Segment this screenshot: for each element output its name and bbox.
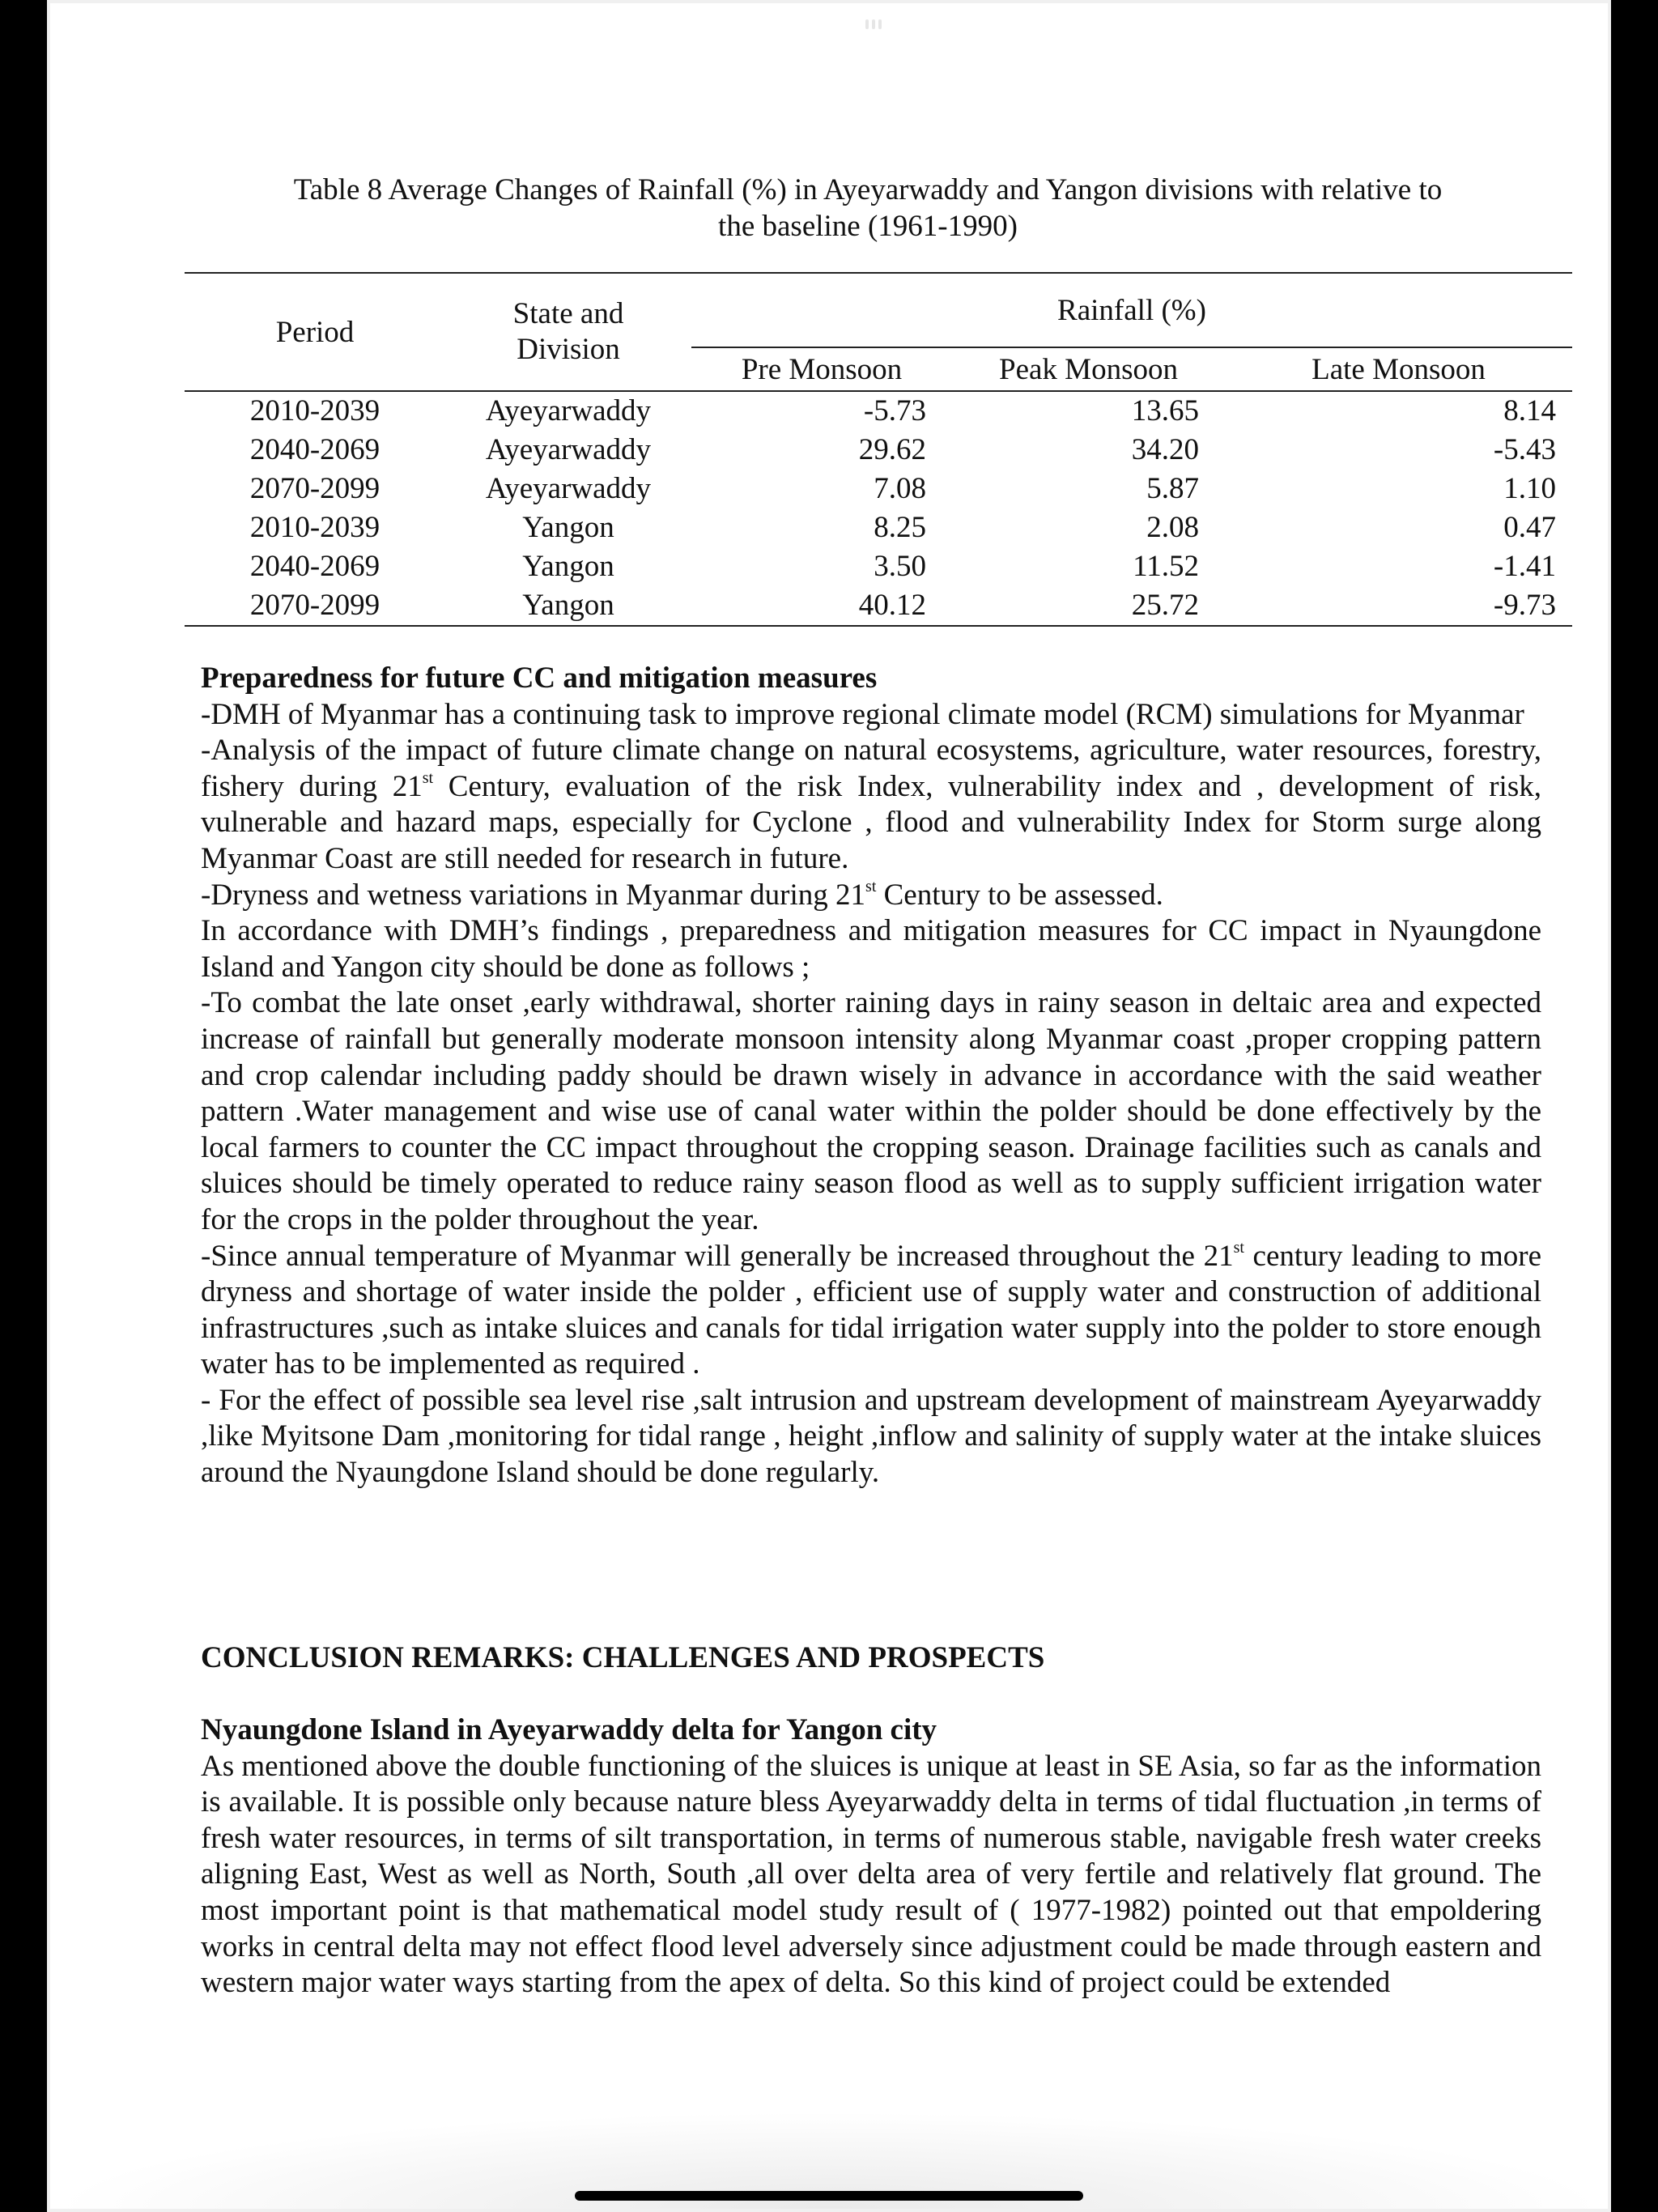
cell-period: 2040-2069 — [249, 433, 380, 466]
text-run: -Dryness and wetness variations in Myanmar during 21 — [201, 878, 866, 912]
rainfall-table — [185, 272, 1572, 627]
table-row — [185, 431, 1572, 470]
cell-period: 2070-2099 — [249, 472, 380, 505]
cell-late-monsoon: 8.14 — [1503, 394, 1556, 428]
cell-pre-monsoon: 40.12 — [858, 589, 926, 622]
cell-peak-monsoon: 11.52 — [1133, 550, 1199, 583]
cell-late-monsoon: 0.47 — [1503, 511, 1556, 544]
cell-peak-monsoon: 13.65 — [1131, 394, 1199, 428]
text-run: -Analysis of the impact of future climate change on natural ecosystems, agriculture, water resources, forestry, fishery during 21 — [201, 734, 1541, 803]
table-row — [185, 470, 1572, 508]
home-indicator[interactable] — [575, 2191, 1083, 2201]
conclusion-section — [201, 1712, 1541, 2001]
paragraph — [201, 878, 1541, 914]
document-viewer — [47, 0, 1611, 2212]
header-state-division — [445, 273, 691, 391]
paragraph: -To combat the late onset ,early withdrawal, shorter raining days in rainy season in deltaic area and expected increase of rainfall but generally moderate monsoon intensity along Myanmar coast ,proper cropping pattern and crop calendar including paddy should be drawn wisely in advance in accordance with the said weather pattern .Water management and wise use of canal water within the polder should be done effectively by the local farmers to counter the CC impact throughout the cropping season. Drainage facilities such as canals and sluices should be timely operated to reduce rainy season flood as well as to supply sufficient irrigation water for the crops in the polder throughout the year. — [201, 986, 1541, 1236]
cell-pre-monsoon: -5.73 — [863, 394, 926, 428]
cell-state: Ayeyarwaddy — [485, 433, 652, 466]
cell-period: 2010-2039 — [249, 511, 380, 544]
cell-pre-monsoon: 8.25 — [874, 511, 926, 544]
text-run: -Since annual temperature of Myanmar will generally be increased throughout the 21 — [201, 1239, 1234, 1273]
paragraph — [201, 1239, 1541, 1383]
table-row — [185, 586, 1572, 626]
text-run: Century, evaluation of the risk Index, vulnerability index and , development of risk, vulnerable and hazard maps, especially for Cyclone , flood and vulnerability Index for Storm surge along Myanmar Coast are still needed for research in future. — [201, 769, 1541, 875]
subsection-heading: Nyaungdone Island in Ayeyarwaddy delta for Yangon city — [201, 1713, 937, 1746]
cell-state: Yangon — [522, 511, 614, 544]
cell-late-monsoon: -5.43 — [1493, 433, 1556, 466]
cell-pre-monsoon: 7.08 — [874, 472, 926, 505]
superscript: st — [865, 877, 877, 895]
superscript: st — [1233, 1238, 1244, 1257]
header-period: Period — [275, 315, 355, 349]
table-row — [185, 547, 1572, 586]
preparedness-section — [201, 661, 1541, 1491]
cell-late-monsoon: -1.41 — [1493, 550, 1556, 583]
header-state-line-2: Division — [517, 333, 620, 366]
table-caption-line-2: the baseline (1961-1990) — [718, 210, 1018, 243]
cell-state: Yangon — [522, 589, 614, 622]
header-pre-monsoon: Pre Monsoon — [691, 347, 952, 391]
cell-period: 2040-2069 — [249, 550, 380, 583]
cell-peak-monsoon: 5.87 — [1146, 472, 1199, 505]
header-late-monsoon: Late Monsoon — [1225, 347, 1572, 391]
paragraph: -DMH of Myanmar has a continuing task to improve regional climate model (RCM) simulations for Myanmar — [201, 697, 1524, 731]
cell-peak-monsoon: 34.20 — [1131, 433, 1199, 466]
paragraph: As mentioned above the double functioning of the sluices is unique at least in SE Asia, so far as the information is available. It is possible only because nature bless Ayeyarwaddy delta in terms of tidal fluctuation ,in terms of fresh water resources, in terms of silt transportation, in terms of numerous stable, navigable fresh water creeks aligning East, West as well as North, South ,all over delta area of very fertile and relatively flat ground. The most important point is that mathematical model study result of ( 1977-1982) pointed out that empoldering works in central delta may not effect flood level adversely since adjustment could be made through eastern and western major water ways starting from the apex of delta. So this kind of project could be extended — [201, 1749, 1541, 2000]
cell-state: Yangon — [522, 550, 614, 583]
header-peak-monsoon: Peak Monsoon — [952, 347, 1225, 391]
table-row — [185, 391, 1572, 431]
conclusion-heading: CONCLUSION REMARKS: CHALLENGES AND PROSPECTS — [201, 1641, 1045, 1674]
cell-state: Ayeyarwaddy — [485, 472, 652, 505]
cell-period: 2010-2039 — [249, 394, 380, 428]
paragraph: In accordance with DMH’s findings , preparedness and mitigation measures for CC impact in Nyaungdone Island and Yangon city should be done as follows ; — [201, 914, 1541, 984]
text-run: Century to be assessed. — [876, 878, 1163, 912]
table-caption-line-1: Table 8 Average Changes of Rainfall (%) in Ayeyarwaddy and Yangon divisions with relative to — [293, 173, 1443, 206]
table-row — [185, 508, 1572, 547]
text-run: century leading to more dryness and shortage of water inside the polder , efficient use of supply water and construction of additional infrastructures ,such as intake sluices and canals for tidal irrigation water supply into the polder to store enough water has to be implemented as required . — [201, 1239, 1542, 1381]
header-state-line-1: State and — [512, 297, 624, 330]
header-rainfall: Rainfall (%) — [1057, 293, 1206, 327]
cell-late-monsoon: 1.10 — [1503, 472, 1556, 505]
cell-late-monsoon: -9.73 — [1493, 589, 1556, 622]
section-heading: Preparedness for future CC and mitigation measures — [201, 661, 878, 695]
document-page[interactable] — [50, 3, 1608, 2209]
cell-pre-monsoon: 3.50 — [874, 550, 926, 583]
cell-state: Ayeyarwaddy — [485, 394, 652, 428]
drag-handle-icon[interactable] — [865, 19, 882, 29]
table-caption — [180, 172, 1556, 245]
cell-peak-monsoon: 2.08 — [1146, 511, 1199, 544]
paragraph: - For the effect of possible sea level rise ,salt intrusion and upstream development of mainstream Ayeyarwaddy ,like Myitsone Dam ,monitoring for tidal range , height ,inflow and salinity of supply water at the intake sluices around the Nyaungdone Island should be done regularly. — [201, 1383, 1541, 1490]
cell-peak-monsoon: 25.72 — [1131, 589, 1199, 622]
superscript: st — [422, 768, 434, 787]
paragraph — [201, 733, 1541, 877]
cell-period: 2070-2099 — [249, 589, 380, 622]
cell-pre-monsoon: 29.62 — [858, 433, 926, 466]
